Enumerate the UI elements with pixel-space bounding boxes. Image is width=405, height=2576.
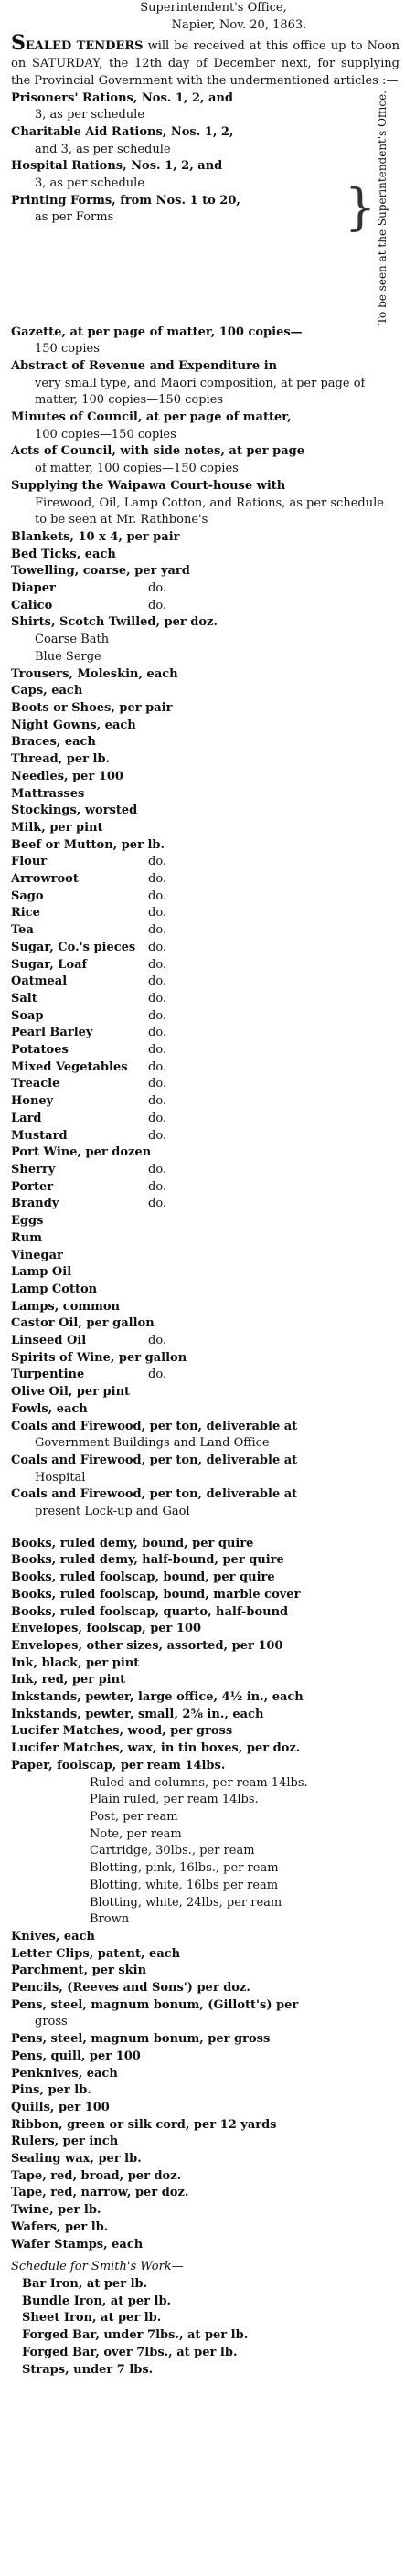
bracketed-items — [11, 90, 400, 325]
item-name: Lard — [11, 1111, 42, 1125]
stationery-line: Note, per ream — [90, 1826, 182, 1841]
goods-line — [11, 940, 400, 957]
item-name: Soap — [11, 1008, 44, 1023]
goods-line: Night Gowns, each — [11, 718, 136, 732]
stationery-line: Inkstands, pewter, small, 2⅝ in., each — [11, 1707, 264, 1721]
printing-items — [11, 325, 400, 529]
goods-line: Needles, per 100 — [11, 769, 123, 783]
stationery-line: Lucifer Matches, wood, per gross — [11, 1724, 233, 1739]
item-name: Sugar, Co.'s pieces — [11, 940, 136, 954]
goods-line: Stockings, worsted — [11, 804, 138, 818]
goods-line: Bed Ticks, each — [11, 547, 116, 561]
stationery-line: Cartridge, 30lbs., per ream — [90, 1844, 255, 1858]
ditto-mark: do. — [148, 1368, 167, 1382]
printing-item: Abstract of Revenue and Expenditure in — [11, 358, 278, 373]
stationery-line: Pens, steel, magnum bonum, (Gillott's) per — [11, 1997, 299, 2012]
item-printing-forms-cont: as per Forms — [35, 210, 114, 225]
goods-line — [11, 1042, 400, 1059]
item-printing-forms: Printing Forms, from Nos. 1 to 20, — [11, 193, 240, 208]
item-name: Rice — [11, 906, 40, 921]
goods-line — [11, 1076, 400, 1093]
schedule-line: Forged Bar, over 7lbs., at per lb. — [22, 2345, 238, 2359]
stationery-line: Parchment, per skin — [11, 1964, 147, 1978]
stationery-line: Twine, per lb. — [11, 2203, 101, 2218]
coals-item-cont: Hospital — [35, 1470, 86, 1485]
stationery-line: Envelopes, foolscap, per 100 — [11, 1622, 202, 1636]
item-name: Honey — [11, 1094, 54, 1109]
stationery-line: Penknives, each — [11, 2066, 118, 2081]
item-charitable-aid-cont: and 3, as per schedule — [35, 142, 171, 156]
place-date-line: Napier, Nov. 20, 1863. — [171, 17, 307, 32]
item-name: Turpentine — [11, 1368, 85, 1382]
goods-line: Rum — [11, 1230, 43, 1245]
item-charitable-aid: Charitable Aid Rations, Nos. 1, 2, — [11, 124, 234, 139]
goods-line: Milk, per pint — [11, 820, 103, 835]
ditto-mark: do. — [148, 598, 167, 612]
ditto-mark: do. — [148, 906, 167, 921]
stationery-line: Pens, quill, per 100 — [11, 2049, 141, 2063]
goods-line: Blankets, 10 x 4, per pair — [11, 529, 180, 544]
item-name: Sago — [11, 889, 44, 903]
coals-item: Coals and Firewood, per ton, deliverable at — [11, 1453, 298, 1467]
stationery-line: Ink, red, per pint — [11, 1673, 126, 1687]
stationery-line: Blotting, white, 16lbs per ream — [90, 1878, 279, 1892]
ditto-mark: do. — [148, 1197, 167, 1211]
stationery-line: Lucifer Matches, wax, in tin boxes, per doz. — [11, 1741, 301, 1756]
stationery-line: Wafer Stamps, each — [11, 2237, 144, 2251]
goods-line — [11, 1128, 400, 1145]
goods-line — [11, 1111, 400, 1128]
goods-line — [11, 957, 400, 974]
schedule-line: Forged Bar, under 7lbs., at per lb. — [22, 2328, 249, 2343]
stationery-line: Ink, black, per pint — [11, 1655, 140, 1670]
goods-line: Trousers, Moleskin, each — [11, 666, 178, 681]
ditto-mark: do. — [148, 1179, 167, 1194]
item-prisoners-rations-cont: 3, as per schedule — [35, 108, 145, 122]
coals-item: Coals and Firewood, per ton, deliverable at — [11, 1487, 298, 1502]
item-name: Arrowroot — [11, 872, 79, 887]
schedule-title: Schedule for Smith's Work— — [11, 2260, 184, 2274]
goods-line — [11, 1367, 400, 1384]
goods-line — [11, 1333, 400, 1350]
ditto-mark: do. — [148, 1334, 167, 1348]
item-name: Mixed Vegetables — [11, 1059, 128, 1074]
stationery-line: Brown — [90, 1912, 130, 1927]
stationery-line: Pens, steel, magnum bonum, per gross — [11, 2032, 271, 2047]
stationery-line: Blotting, white, 24lbs, per ream — [90, 1895, 282, 1910]
schedule-line: Straps, under 7 lbs. — [22, 2362, 154, 2377]
ditto-mark: do. — [148, 855, 167, 869]
schedule-line: Bar Iron, at per lb. — [22, 2276, 148, 2291]
schedule-line: Sheet Iron, at per lb. — [22, 2311, 162, 2326]
goods-line — [11, 1025, 400, 1042]
ditto-mark: do. — [148, 1008, 167, 1023]
ditto-mark: do. — [148, 1059, 167, 1074]
goods-line: Shirts, Scotch Twilled, per doz. — [11, 615, 218, 630]
goods-line: Eggs — [11, 1214, 44, 1229]
goods-line: Coarse Bath — [35, 633, 110, 647]
spacer — [11, 1521, 400, 1536]
stationery-line: Books, ruled foolscap, quarto, half-bound — [11, 1604, 289, 1619]
schedule-line: Bundle Iron, at per lb. — [22, 2294, 172, 2308]
ditto-mark: do. — [148, 974, 167, 989]
goods-line: Lamp Cotton — [11, 1282, 98, 1296]
item-name: Potatoes — [11, 1043, 69, 1058]
item-name: Salt — [11, 991, 37, 1006]
ditto-mark: do. — [148, 1111, 167, 1125]
printing-item: Minutes of Council, at per page of matter, — [11, 410, 292, 425]
goods-list — [11, 529, 400, 1419]
goods-line: Lamp Oil — [11, 1265, 72, 1280]
ditto-mark: do. — [148, 1128, 167, 1143]
goods-line — [11, 922, 400, 940]
item-name: Sherry — [11, 1162, 56, 1176]
goods-line: Braces, each — [11, 735, 96, 750]
item-name: Calico — [11, 598, 53, 612]
side-note: To be seen at the Superintendent's Office. — [376, 90, 389, 325]
goods-line: Towelling, coarse, per yard — [11, 564, 190, 579]
goods-line — [11, 854, 400, 871]
ditto-mark: do. — [148, 1026, 167, 1040]
ditto-mark: do. — [148, 1094, 167, 1109]
goods-line: Thread, per lb. — [11, 752, 111, 767]
stationery-line: Letter Clips, patent, each — [11, 1946, 181, 1961]
printing-item-cont: 150 copies — [35, 342, 100, 357]
goods-line: Port Wine, per dozen — [11, 1145, 152, 1160]
goods-line — [11, 598, 400, 615]
printing-item-cont: of matter, 100 copies—150 copies — [35, 462, 239, 476]
ditto-mark: do. — [148, 872, 167, 887]
stationery-line: Books, ruled demy, half-bound, per quire — [11, 1553, 284, 1568]
coals-item-cont: present Lock-up and Gaol — [35, 1505, 190, 1519]
stationery-line: Tape, red, broad, per doz. — [11, 2168, 182, 2183]
goods-line: Lamps, common — [11, 1299, 120, 1314]
item-name: Pearl Barley — [11, 1026, 93, 1040]
item-hospital-rations-cont: 3, as per schedule — [35, 176, 145, 191]
printing-item-cont: very small type, and Maori composition, at per page of matter, 100 copies—150 copies — [35, 376, 366, 408]
stationery-line: Books, ruled demy, bound, per quire — [11, 1536, 254, 1550]
stationery-line: Ruled and columns, per ream 14lbs. — [90, 1775, 308, 1790]
goods-line — [11, 991, 400, 1008]
stationery-line: Knives, each — [11, 1929, 95, 1943]
coals-item: Coals and Firewood, per ton, deliverable at — [11, 1419, 298, 1433]
stationery-line: Rulers, per inch — [11, 2134, 119, 2149]
goods-line — [11, 905, 400, 922]
goods-line: Mattrasses — [11, 786, 85, 801]
goods-line: Olive Oil, per pint — [11, 1385, 131, 1400]
ditto-mark: do. — [148, 940, 167, 954]
ditto-mark: do. — [148, 957, 167, 972]
ditto-mark: do. — [148, 991, 167, 1006]
item-name: Treacle — [11, 1077, 60, 1091]
ditto-mark: do. — [148, 1043, 167, 1058]
goods-line — [11, 1179, 400, 1197]
stationery-line: Post, per ream — [90, 1810, 178, 1824]
goods-line: Vinegar — [11, 1248, 63, 1262]
printing-item-cont: Firewood, Oil, Lamp Cotton, and Rations, as per schedule to be seen at Mr. Rathbone's — [35, 495, 384, 527]
goods-line: Beef or Mutton, per lb. — [11, 837, 165, 852]
goods-line — [11, 1008, 400, 1026]
item-name: Porter — [11, 1179, 54, 1194]
drop-cap: S — [11, 31, 26, 56]
stationery-line: Books, ruled foolscap, bound, per quire — [11, 1570, 275, 1585]
item-name: Linseed Oil — [11, 1334, 87, 1348]
ditto-mark: do. — [148, 581, 167, 596]
stationery-line: Paper, foolscap, per ream 14lbs. — [11, 1758, 226, 1772]
goods-line — [11, 871, 400, 889]
stationery-line: Tape, red, narrow, per doz. — [11, 2186, 189, 2200]
stationery-line: Pins, per lb. — [11, 2083, 91, 2098]
coals-item-cont: Government Buildings and Land Office — [35, 1436, 270, 1451]
intro-paragraph — [11, 31, 400, 90]
item-prisoners-rations: Prisoners' Rations, Nos. 1, 2, and — [11, 90, 233, 105]
item-name: Oatmeal — [11, 974, 68, 989]
goods-line — [11, 1196, 400, 1213]
item-name: Flour — [11, 855, 48, 869]
stationery-line: Blotting, pink, 16lbs., per ream — [90, 1861, 279, 1876]
stationery-line: gross — [35, 2015, 68, 2029]
printing-item: Supplying the Waipawa Court-house with — [11, 478, 286, 493]
stationery-list — [11, 1536, 400, 2254]
stationery-line: Quills, per 100 — [11, 2100, 110, 2114]
intro-text: will be received at this office up to Noon on SATURDAY, the 12th day of December next, for supplying the Provincial Government with the undermentioned articles :— — [11, 39, 400, 88]
goods-line — [11, 580, 400, 598]
ditto-mark: do. — [148, 889, 167, 903]
goods-line — [11, 974, 400, 991]
goods-line: Blue Serge — [35, 649, 101, 664]
item-name: Sugar, Loaf — [11, 957, 88, 972]
stationery-line: Books, ruled foolscap, bound, marble cover — [11, 1587, 301, 1602]
coals-list — [11, 1419, 400, 1521]
goods-line — [11, 1162, 400, 1179]
goods-line — [11, 1059, 400, 1077]
goods-line: Spirits of Wine, per gallon — [11, 1350, 187, 1365]
brace-glyph: } — [344, 177, 377, 236]
printing-item: Gazette, at per page of matter, 100 copies— — [11, 325, 303, 339]
printing-item-cont: 100 copies—150 copies — [35, 427, 176, 442]
stationery-line: Pencils, (Reeves and Sons') per doz. — [11, 1981, 250, 1996]
bracketed-list — [11, 90, 356, 325]
stationery-line: Ribbon, green or silk cord, per 12 yards — [11, 2117, 277, 2132]
stationery-line: Sealing wax, per lb. — [11, 2152, 142, 2166]
item-name: Mustard — [11, 1128, 68, 1143]
intro-bold-lead: EALED TENDERS — [25, 39, 144, 54]
goods-line — [11, 889, 400, 906]
ditto-mark: do. — [148, 1162, 167, 1176]
item-name: Tea — [11, 923, 34, 938]
item-name: Diaper — [11, 581, 56, 596]
item-hospital-rations: Hospital Rations, Nos. 1, 2, and — [11, 159, 223, 174]
office-line: Superintendent's Office, — [140, 1, 287, 15]
goods-line — [11, 1093, 400, 1111]
goods-line: Castor Oil, per gallon — [11, 1316, 155, 1331]
printing-item: Acts of Council, with side notes, at per page — [11, 444, 304, 459]
stationery-line: Envelopes, other sizes, assorted, per 100 — [11, 1638, 283, 1653]
stationery-line: Plain ruled, per ream 14lbs. — [90, 1793, 259, 1807]
ditto-mark: do. — [148, 1077, 167, 1091]
stationery-line: Inkstands, pewter, large office, 4½ in., each — [11, 1690, 304, 1705]
item-name: Brandy — [11, 1197, 59, 1211]
goods-line: Caps, each — [11, 684, 83, 698]
stationery-line: Wafers, per lb. — [11, 2219, 109, 2234]
goods-line: Boots or Shoes, per pair — [11, 701, 173, 715]
schedule-list — [11, 2276, 400, 2379]
ditto-mark: do. — [148, 923, 167, 938]
goods-line: Fowls, each — [11, 1401, 88, 1416]
